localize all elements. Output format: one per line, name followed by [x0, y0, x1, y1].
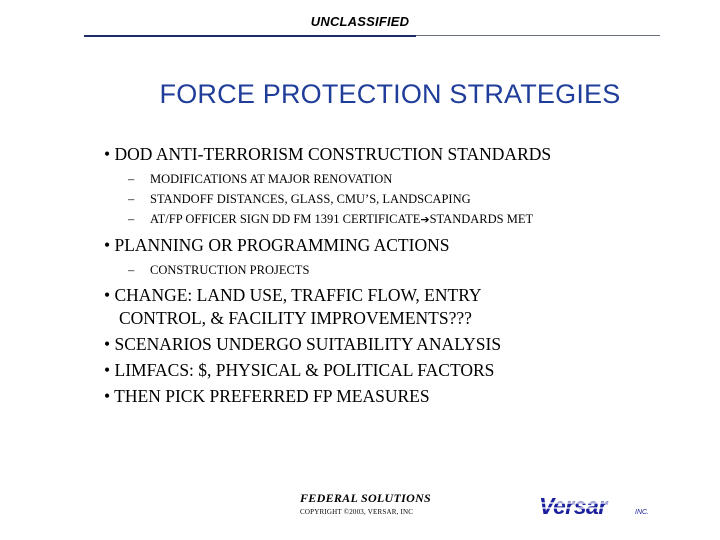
planning-subs [104, 260, 704, 280]
versar-logo [537, 494, 657, 520]
sub-bullet-text: STANDARDS MET [429, 212, 534, 226]
bullet-change-line1: • CHANGE: LAND USE, TRAFFIC FLOW, ENTRY [104, 285, 482, 305]
dash-icon: – [128, 172, 135, 186]
slide-content [104, 143, 704, 408]
svg-text:Versar: Versar [539, 494, 607, 519]
dod-standards-subs [104, 169, 704, 230]
versar-logo-wordmark [539, 494, 632, 519]
sub-bullet-construction [104, 260, 704, 280]
sub-bullet-text: AT/FP OFFICER SIGN DD FM 1391 CERTIFICATE [150, 212, 421, 226]
logo-suffix: INC. [635, 509, 649, 516]
bullet-change [104, 284, 704, 330]
slide-title: FORCE PROTECTION STRATEGIES [159, 79, 621, 109]
bullet-dod-standards: • DOD ANTI-TERRORISM CONSTRUCTION STANDARDS [104, 144, 552, 164]
dash-icon: – [128, 263, 135, 277]
bullet-change-line2: CONTROL, & FACILITY IMPROVEMENTS??? [119, 308, 472, 328]
bullet-preferred-measures: • THEN PICK PREFERRED FP MEASURES [104, 386, 430, 406]
dash-icon: – [128, 192, 135, 206]
sub-bullet-standoff [104, 189, 704, 209]
bullet-planning: • PLANNING OR PROGRAMMING ACTIONS [104, 235, 450, 255]
bullet-limfacs: • LIMFACS: $, PHYSICAL & POLITICAL FACTORS [104, 360, 495, 380]
header-rule-dark [84, 35, 416, 37]
sub-bullet-certificate [104, 209, 704, 230]
sub-bullet-text: STANDOFF DISTANCES, GLASS, CMU’S, LANDSCAPING [150, 192, 471, 206]
footer-company: FEDERAL SOLUTIONS [300, 491, 432, 505]
header-rule-light [416, 35, 660, 36]
sub-bullet-text: MODIFICATIONS AT MAJOR RENOVATION [150, 172, 393, 186]
sub-bullet-modifications [104, 169, 704, 189]
bullet-scenarios: • SCENARIOS UNDERGO SUITABILITY ANALYSIS [104, 334, 502, 354]
classification-label: UNCLASSIFIED [310, 14, 410, 29]
right-arrow-icon: ➔ [420, 213, 430, 226]
dash-icon: – [128, 212, 135, 226]
sub-bullet-text: CONSTRUCTION PROJECTS [150, 263, 310, 277]
footer-copyright: COPYRIGHT ©2003, VERSAR, INC [300, 508, 414, 516]
